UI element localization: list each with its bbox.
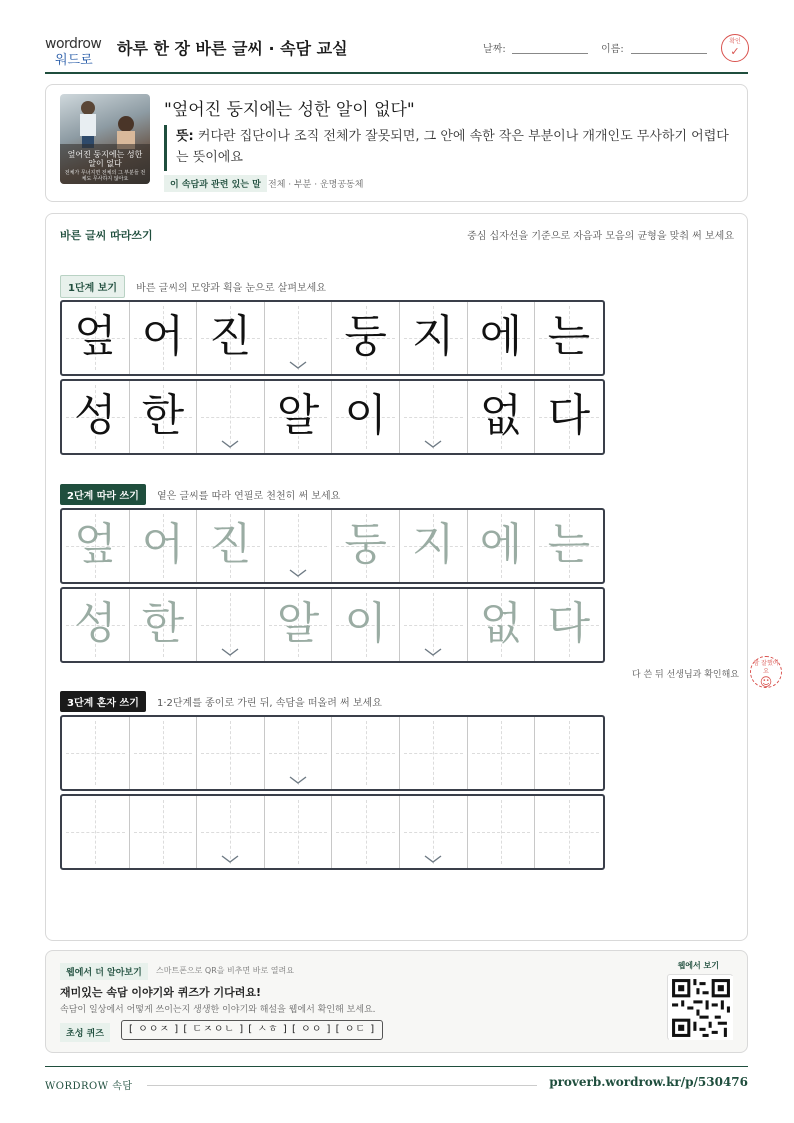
practice-character: 어 — [141, 311, 185, 362]
practice-character: 이 — [344, 390, 387, 441]
writing-cell[interactable] — [468, 302, 536, 374]
writing-cell[interactable] — [400, 589, 468, 661]
writing-cell[interactable] — [468, 510, 536, 582]
meaning-label: 뜻: — [176, 129, 194, 144]
wordrow-logo — [45, 36, 109, 66]
practice-character: 지 — [411, 311, 455, 362]
writing-cell[interactable] — [400, 381, 468, 453]
practice-character: 진 — [209, 311, 252, 362]
step-2-tag: 2단계 따라 쓰기 — [60, 484, 146, 505]
page-title: 하루 한 장 바른 글씨 · 속담 교실 — [117, 39, 348, 58]
practice-character: 이 — [344, 598, 387, 649]
writing-cell[interactable] — [535, 796, 603, 868]
writing-cell[interactable] — [197, 302, 265, 374]
writing-cell[interactable] — [400, 510, 468, 582]
practice-character: 한 — [141, 598, 185, 649]
date-label: 날짜: — [483, 44, 506, 55]
writing-cell[interactable] — [265, 510, 333, 582]
writing-cell[interactable] — [130, 302, 198, 374]
space-marker-icon — [221, 854, 239, 864]
practice-character: 는 — [547, 519, 591, 570]
writing-cell[interactable] — [400, 717, 468, 789]
writing-cell[interactable] — [62, 510, 130, 582]
learn-more-tag: 웹에서 더 알아보기 — [60, 963, 148, 980]
step-1-description: 바른 글씨의 모양과 획을 눈으로 살펴보세요 — [136, 283, 326, 294]
writing-cell[interactable] — [197, 589, 265, 661]
writing-cell[interactable] — [400, 302, 468, 374]
space-marker-icon — [424, 854, 442, 864]
practice-row — [60, 379, 605, 455]
handwriting-practice-card — [45, 213, 748, 941]
practice-title: 바른 글씨 따라쓰기 — [60, 229, 153, 242]
footer-url-link[interactable]: proverb.wordrow.kr/p/530476 — [549, 1075, 748, 1089]
writing-cell[interactable] — [197, 381, 265, 453]
chosung-quiz-label: 초성 퀴즈 — [60, 1023, 110, 1042]
teacher-check-note: 다 쓴 뒤 선생님과 확인해요 — [631, 670, 739, 680]
practice-character: 성 — [73, 390, 117, 441]
practice-row — [60, 300, 605, 376]
writing-cell[interactable] — [62, 717, 130, 789]
writing-cell[interactable] — [400, 796, 468, 868]
good-job-stamp-icon: 참 잘했어요 ☺ — [750, 656, 782, 688]
logo-text-hangul: 워드로 — [55, 53, 93, 68]
writing-cell[interactable] — [332, 510, 400, 582]
writing-cell[interactable] — [130, 381, 198, 453]
step-1-heading — [60, 275, 326, 295]
page-footer — [45, 1066, 748, 1106]
practice-row — [60, 715, 605, 791]
writing-cell[interactable] — [62, 589, 130, 661]
practice-character: 다 — [547, 390, 591, 441]
writing-cell[interactable] — [332, 381, 400, 453]
proverb-info-card — [45, 84, 748, 202]
practice-character: 알 — [276, 598, 320, 649]
step-2-description: 옅은 글씨를 따라 연필로 천천히 써 보세요 — [156, 491, 341, 502]
practice-character: 둥 — [344, 519, 387, 570]
space-marker-icon — [289, 568, 307, 578]
qr-code-icon[interactable] — [667, 974, 733, 1040]
writing-cell[interactable] — [265, 381, 333, 453]
writing-cell[interactable] — [265, 589, 333, 661]
practice-character: 없 — [479, 390, 523, 441]
footer-brand: WORDROW 속담 — [45, 1081, 133, 1092]
learn-more-hint: 스마트폰으로 QR을 비추면 바로 열려요 — [156, 966, 294, 975]
writing-cell[interactable] — [535, 510, 603, 582]
date-field[interactable] — [512, 53, 588, 54]
space-marker-icon — [289, 775, 307, 785]
step-2-heading — [60, 484, 340, 504]
logo-text-latin: wordrow — [45, 36, 102, 52]
writing-cell[interactable] — [468, 796, 536, 868]
space-marker-icon — [424, 647, 442, 657]
qr-code-graphic — [669, 976, 733, 1040]
step-3-heading — [60, 691, 382, 711]
step-3-tag: 3단계 혼자 쓰기 — [60, 691, 146, 712]
practice-row — [60, 794, 605, 870]
writing-cell[interactable] — [130, 796, 198, 868]
writing-cell[interactable] — [62, 796, 130, 868]
practice-character: 엎 — [73, 519, 117, 570]
practice-description: 중심 십자선을 기준으로 자음과 모음의 균형을 맞춰 써 보세요 — [467, 231, 734, 242]
practice-character: 에 — [479, 519, 523, 570]
writing-cell[interactable] — [468, 381, 536, 453]
writing-cell[interactable] — [265, 717, 333, 789]
writing-cell[interactable] — [197, 717, 265, 789]
writing-cell[interactable] — [130, 589, 198, 661]
practice-character: 없 — [479, 598, 523, 649]
writing-cell[interactable] — [265, 302, 333, 374]
writing-cell[interactable] — [468, 717, 536, 789]
meaning-text: 커다란 집단이나 조직 전체가 잘못되면, 그 안에 속한 작은 부분이나 개개인도 무사하기 어렵다는 뜻이에요 — [176, 129, 729, 165]
proverb-illustration — [60, 94, 150, 184]
web-view-label: 웹에서 보기 — [677, 961, 719, 970]
writing-cell[interactable] — [535, 717, 603, 789]
practice-character: 다 — [547, 598, 591, 649]
space-marker-icon — [221, 439, 239, 449]
thumb-subcaption: 전체가 무너지면 전체의 그 부분들 전체도 무사하지 않아요 — [64, 170, 146, 182]
writing-cell[interactable] — [62, 302, 130, 374]
writing-cell[interactable] — [332, 796, 400, 868]
practice-character: 알 — [276, 390, 320, 441]
footer-divider — [147, 1085, 537, 1086]
writing-cell[interactable] — [332, 589, 400, 661]
writing-cell[interactable] — [332, 302, 400, 374]
practice-character: 둥 — [344, 311, 387, 362]
proverb-title: "엎어진 둥지에는 성한 알이 없다" — [164, 100, 415, 120]
thumb-caption: 엎어진 둥지에는 성한 알이 없다 — [67, 150, 143, 168]
space-marker-icon — [424, 439, 442, 449]
name-label: 이름: — [601, 44, 624, 55]
practice-character: 한 — [141, 390, 185, 441]
learn-more-card — [45, 950, 748, 1053]
practice-character: 어 — [141, 519, 185, 570]
step-3-description: 1·2단계를 종이로 가린 뒤, 속담을 떠올려 써 보세요 — [156, 698, 382, 709]
writing-cell[interactable] — [535, 381, 603, 453]
writing-cell[interactable] — [197, 796, 265, 868]
writing-cell[interactable] — [332, 717, 400, 789]
chosung-quiz-box: [ ㅇㅇㅈ ] [ ㄷㅈㅇㄴ ] [ ㅅㅎ ] [ ㅇㅇ ] [ ㅇㄷ ] — [121, 1020, 383, 1040]
practice-row — [60, 508, 605, 584]
writing-cell[interactable] — [62, 381, 130, 453]
learn-more-title: 재미있는 속담 이야기와 퀴즈가 기다려요! — [60, 986, 261, 999]
practice-character: 엎 — [73, 311, 117, 362]
check-seal-icon: 확인 ✓ — [721, 34, 749, 62]
related-words: 전체 · 부분 · 운명공동체 — [268, 180, 364, 190]
page-header — [45, 30, 748, 74]
practice-character: 에 — [479, 311, 523, 362]
writing-cell[interactable] — [265, 796, 333, 868]
name-field[interactable] — [631, 53, 707, 54]
writing-cell[interactable] — [535, 302, 603, 374]
writing-cell[interactable] — [535, 589, 603, 661]
writing-cell[interactable] — [130, 510, 198, 582]
space-marker-icon — [289, 360, 307, 370]
practice-character: 지 — [411, 519, 455, 570]
related-words-tag: 이 속담과 관련 있는 말 — [164, 175, 267, 192]
practice-row — [60, 587, 605, 663]
space-marker-icon — [221, 647, 239, 657]
learn-more-subtitle: 속담이 일상에서 어떻게 쓰이는지 생생한 이야기와 해설을 웹에서 확인해 보세요. — [60, 1005, 376, 1015]
practice-character: 는 — [547, 311, 591, 362]
practice-character: 성 — [73, 598, 117, 649]
writing-cell[interactable] — [468, 589, 536, 661]
step-1-tag: 1단계 보기 — [60, 275, 125, 298]
writing-cell[interactable] — [197, 510, 265, 582]
practice-character: 진 — [209, 519, 252, 570]
meaning-accent-bar — [164, 125, 167, 171]
writing-cell[interactable] — [130, 717, 198, 789]
proverb-meaning — [176, 126, 736, 168]
